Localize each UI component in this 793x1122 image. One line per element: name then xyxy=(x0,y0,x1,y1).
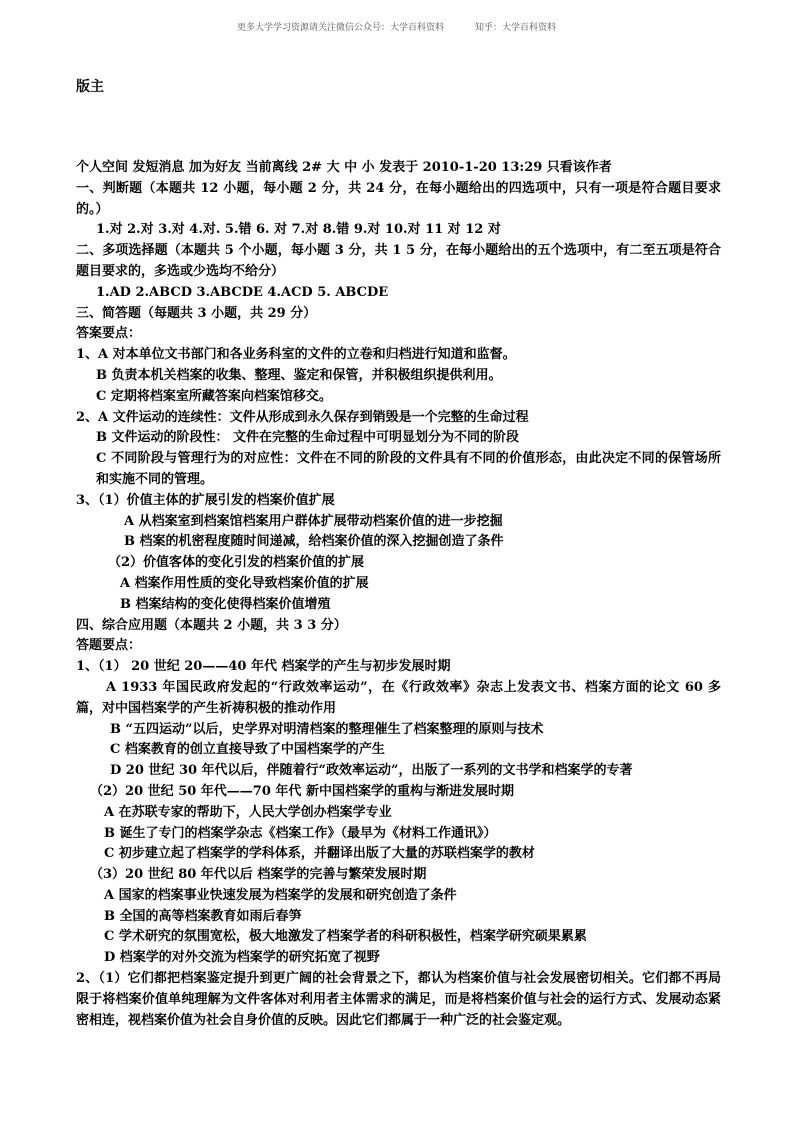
answer-line: B 负责本机关档案的收集、整理、鉴定和保管，并积极组织提供利用。 xyxy=(96,367,502,383)
page-header xyxy=(0,20,793,33)
answer-line: C 学术研究的氛围宽松，极大地激发了档案学者的科研积极性，档案学研究硕果累累 xyxy=(104,929,587,945)
answer-line: A 从档案室到档案馆档案用户群体扩展带动档案价值的进一步挖掘 xyxy=(124,513,503,529)
answer-line: A 档案作用性质的变化导致档案价值的扩展 xyxy=(120,575,369,591)
answer-line: B 档案结构的变化使得档案价值增殖 xyxy=(120,596,331,612)
section-3-heading: 三、简答题（每题共 3 小题，共 29 分） xyxy=(76,305,317,321)
section-4-heading: 四、综合应用题（本题共 2 小题，共 3 3 分） xyxy=(76,617,347,633)
answer-line: C 初步建立起了档案学的学科体系，并翻译出版了大量的苏联档案学的教材 xyxy=(104,846,535,862)
section-1-heading: 一、判断题（本题共 12 小题，每小题 2 分，共 24 分，在每小题给出的四选项中，只有一项是符合题目要求的。） xyxy=(76,180,721,217)
post-meta-line: 个人空间 发短消息 加为好友 当前离线 2# 大 中 小 发表于 2010-1-20 13:29 只看该作者 xyxy=(76,160,612,175)
section-1-answers: 1.对 2.对 3.对 4.对. 5.错 6. 对 7.对 8.错 9.对 10.对 11 对 12 对 xyxy=(96,222,501,238)
header-zhihu-note: 知乎：大学百科资料 xyxy=(474,23,556,33)
answer-points-label: 答题要点： xyxy=(76,638,142,654)
answer-line: 1、（1） 20 世纪 20——40 年代 档案学的产生与初步发展时期 xyxy=(76,659,451,675)
answer-line: B 档案的机密程度随时间递减，给档案价值的深入挖掘创造了条件 xyxy=(124,534,504,550)
answer-line: B 全国的高等档案教育如雨后春笋 xyxy=(104,908,302,924)
answer-line: A 在苏联专家的帮助下，人民大学创办档案学专业 xyxy=(104,804,392,820)
header-wechat-note: 更多大学学习资源请关注微信公众号：大学百科资料 xyxy=(237,23,445,33)
answer-points-label: 答案要点： xyxy=(76,326,142,342)
answer-line: B “五四运动”以后，史学界对明清档案的整理催生了档案整理的原则与技术 xyxy=(110,721,544,737)
section-2-heading: 二、多项选择题（本题共 5 个小题，每小题 3 分，共 1 5 分，在每小题给出的五个选项中，有二至五项是符合题目要求的，多选或少选均不给分） xyxy=(76,243,721,279)
answer-line: D 档案学的对外交流为档案学的研究拓宽了视野 xyxy=(104,950,380,966)
answer-line: A 国家的档案事业快速发展为档案学的发展和研究创造了条件 xyxy=(104,887,457,903)
answer-line: A 1933 年国民政府发起的“行政效率运动”，在《行政效率》杂志上发表文书、档案方面的论文 60 多篇，对中国档案学的产生祈祷积极的推动作用 xyxy=(76,679,721,716)
answer-document xyxy=(76,158,721,1031)
answer-line: 2、A 文件运动的连续性：文件从形成到永久保存到销毁是一个完整的生命过程 xyxy=(76,409,529,425)
page-title: 版主 xyxy=(76,79,104,95)
answer-line: B 诞生了专门的档案学杂志《档案工作》（最早为《材料工作通讯》） xyxy=(104,825,497,841)
answer-line: 1、A 对本单位文书部门和各业务科室的文件的立卷和归档进行知道和监督。 xyxy=(76,347,516,363)
answer-line: C 不同阶段与管理行为的对应性：文件在不同的阶段的文件具有不同的价值形态，由此决定不同的保管场所和实施不同的管理。 xyxy=(96,451,721,487)
answer-line: C 档案教育的创立直接导致了中国档案学的产生 xyxy=(110,742,385,758)
answer-line: （2）价值客体的变化引发的档案价值的扩展 xyxy=(108,555,365,571)
answer-line: 2、（1）它们都把档案鉴定提升到更广阔的社会背景之下，都认为档案价值与社会发展密切相关。它们都不再局限于将档案价值单纯理解为文件客体对利用者主体需求的满足，而是将档案价值与社会的运行方式、发展动态紧密相连，视档案价值为社会自身价值的反映。因此它们都属于一种广泛的社会鉴定观。 xyxy=(76,971,721,1028)
section-2-answers: 1.AD 2.ABCD 3.ABCDE 4.ACD 5. ABCDE xyxy=(96,284,389,300)
answer-line: 3、（1）价值主体的扩展引发的档案价值扩展 xyxy=(76,492,335,508)
answer-line: B 文件运动的阶段性： 文件在完整的生命过程中可明显划分为不同的阶段 xyxy=(96,430,520,446)
answer-line: （2）20 世纪 50 年代——70 年代 新中国档案学的重构与渐进发展时期 xyxy=(90,783,514,799)
answer-line: （3）20 世纪 80 年代以后 档案学的完善与繁荣发展时期 xyxy=(90,867,427,883)
answer-line: D 20 世纪 30 年代以后，伴随着行“政效率运动”，出版了一系列的文书学和档案学的专著 xyxy=(110,763,633,779)
answer-line: C 定期将档案室所藏答案向档案馆移交。 xyxy=(96,388,332,404)
